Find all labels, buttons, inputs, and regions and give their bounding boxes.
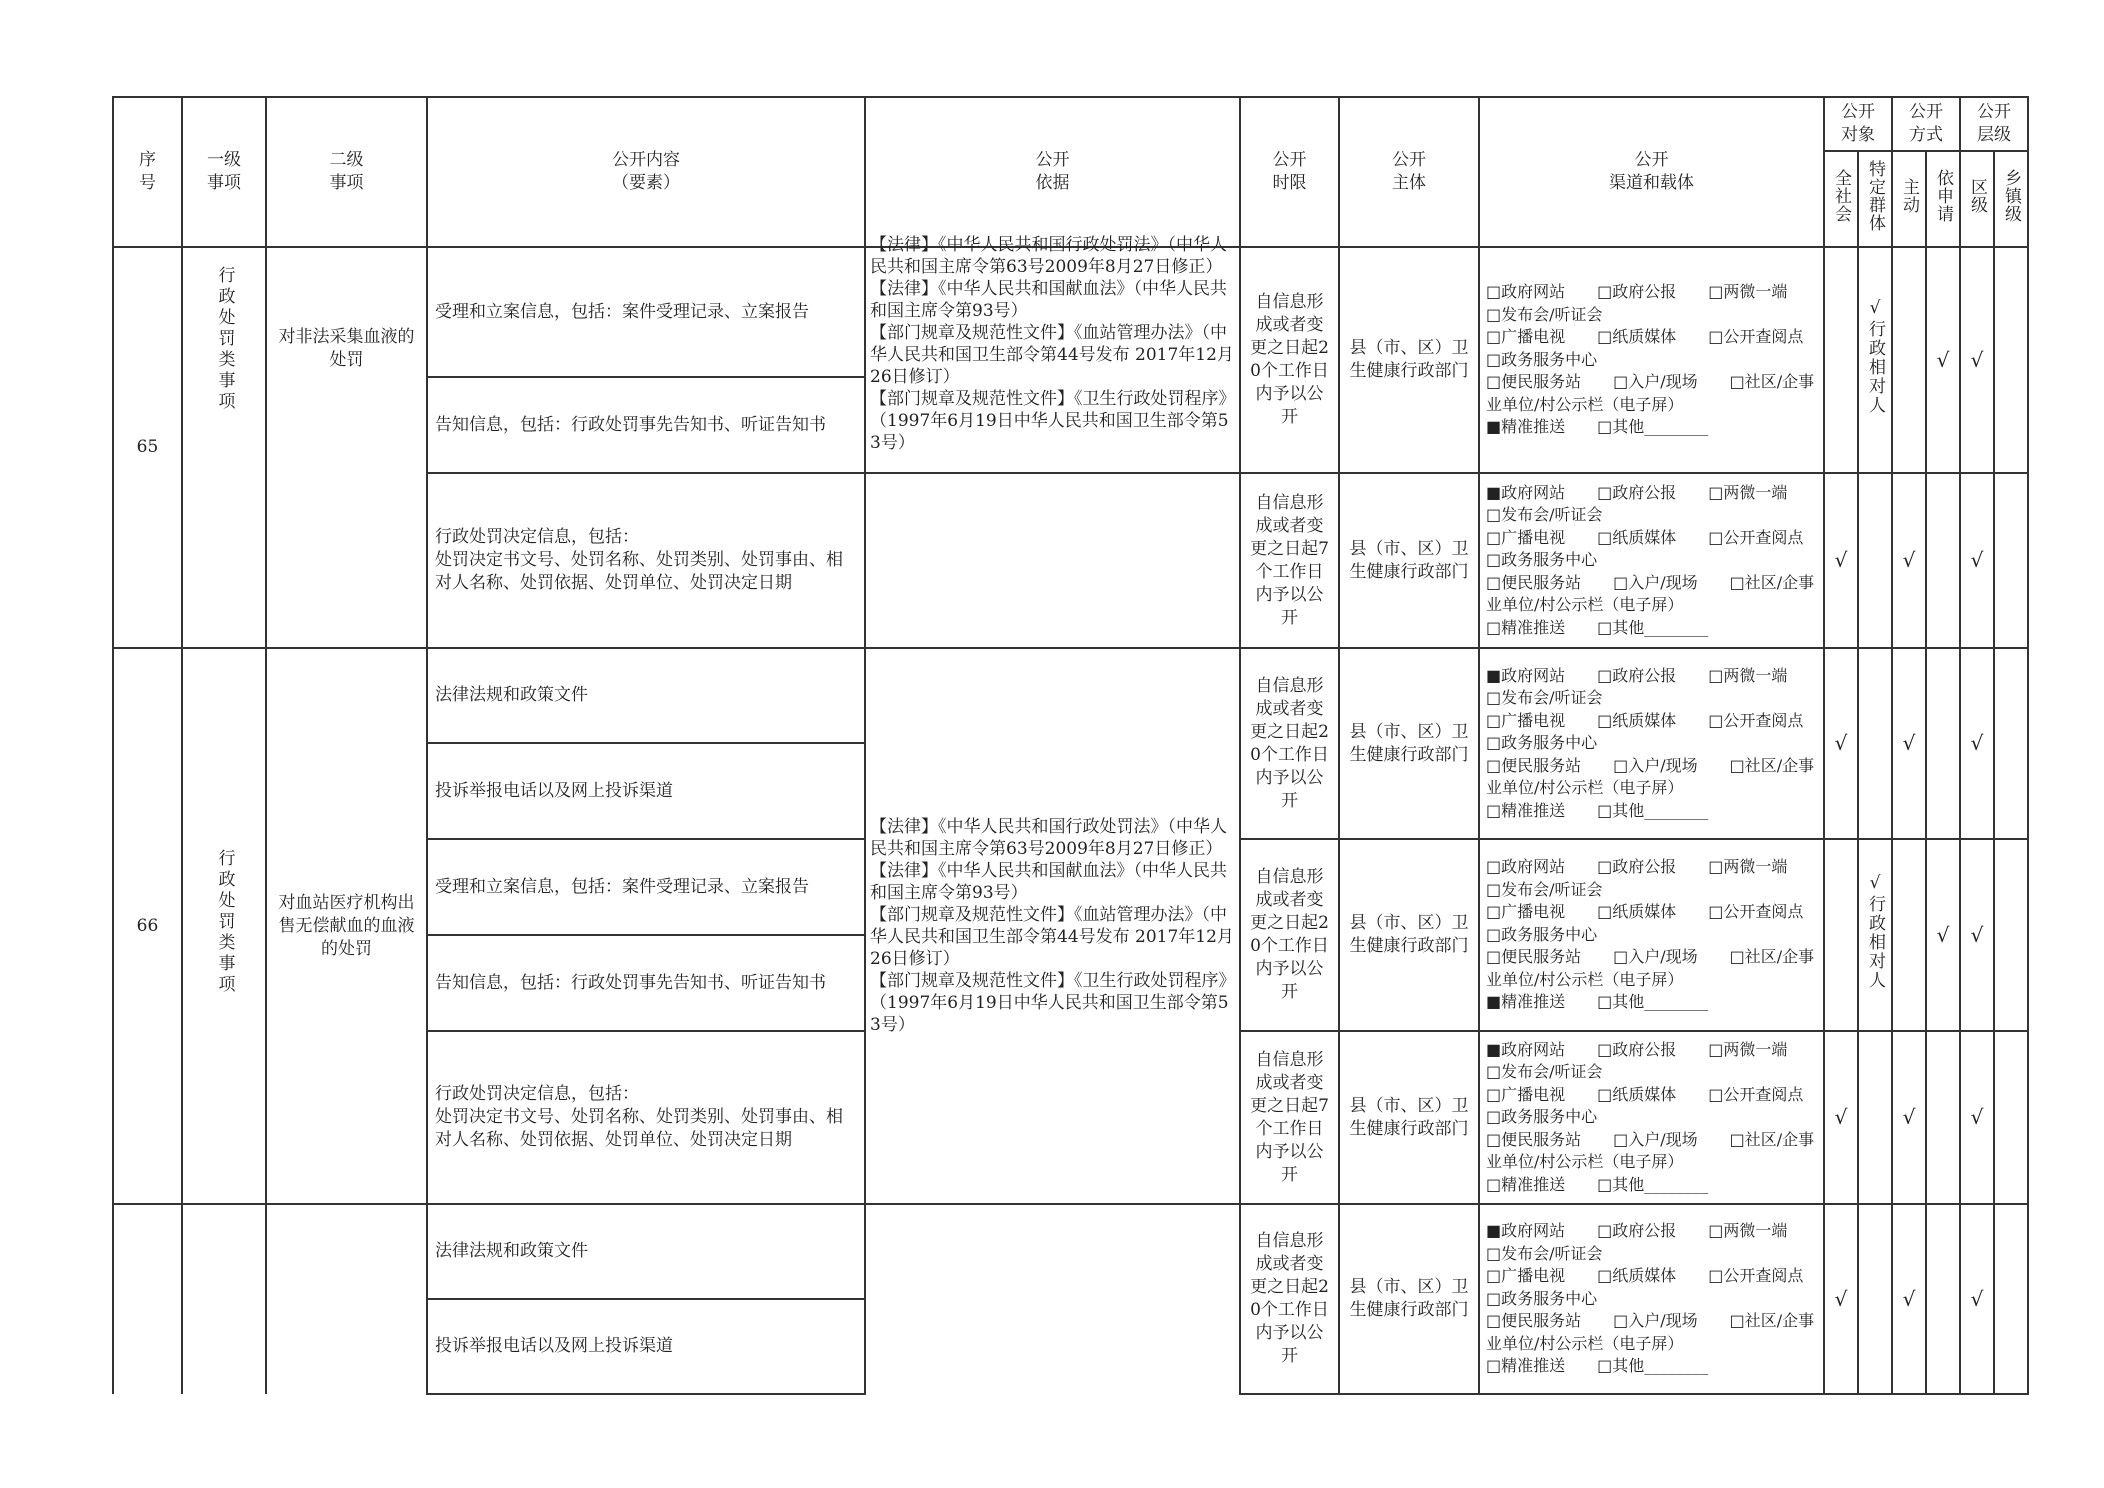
row65-subject: 县（市、区）卫生健康行政部门 xyxy=(1339,247,1479,473)
row66-seq: 66 xyxy=(113,648,182,1204)
row65-basis-text: 【法律】《中华人民共和国行政处罚法》（中华人民共和国主席令第63号2009年8月27日修正） 【法律】《中华人民共和国献血法》（中华人民共和国主席令第93号） 【部门规章及规范性文件】《血站管理办法》（中华人民共和国卫生部令第44号发布 2017年12月26日修订） 【部门规章及规范性文件】《卫生行政处罚程序》（1997年6月19日中华人民共和国卫生部令第53号） xyxy=(870,235,1234,453)
row65-time: 自信息形成或者变更之日起20个工作日内予以公开 xyxy=(1240,247,1339,473)
row66-basis xyxy=(865,648,1240,1204)
header-level2-line2: 事项 xyxy=(329,173,364,193)
header-level2-line1: 二级 xyxy=(329,150,364,170)
header-seq-line1: 序 xyxy=(139,150,156,170)
row66a-town xyxy=(1994,648,2028,839)
row65-town xyxy=(1994,247,2028,473)
row66-content-decision: 行政处罚决定信息，包括： 处罚决定书文号、处罚名称、处罚类别、处罚事由、相对人名称、处罚依据、处罚单位、处罚决定日期 xyxy=(427,1031,865,1204)
header-level1-line2: 事项 xyxy=(207,173,241,193)
row66-basis-text: 【法律】《中华人民共和国行政处罚法》（中华人民共和国主席令第63号2009年8月27日修正） 【法律】《中华人民共和国献血法》（中华人民共和国主席令第93号） 【部门规章及规范性文件】《血站管理办法》（中华人民共和国卫生部令第44号发布 2017年12月26日修订） 【部门规章及规范性文件】《卫生行政处罚程序》（1997年6月19日中华人民共和国卫生部令第53号） xyxy=(870,817,1234,1035)
row65-content-accept: 受理和立案信息，包括：案件受理记录、立案报告 xyxy=(427,247,865,377)
header-level-line2: 层级 xyxy=(1977,125,2011,145)
row66a-apply xyxy=(1926,648,1960,839)
header-sub-specific-text: 特定群体 xyxy=(1865,159,1885,232)
header-subject-line2: 主体 xyxy=(1392,173,1426,193)
row67-time: 自信息形成或者变更之日起20个工作日内予以公开 xyxy=(1240,1204,1339,1394)
row66b-district: √ xyxy=(1960,839,1994,1031)
header-obj-line2: 对象 xyxy=(1841,125,1875,145)
row65-specific-text: √行政相对人 xyxy=(1865,298,1885,415)
header-sub-apply xyxy=(1926,151,1960,247)
header-sub-active-text: 主动 xyxy=(1899,177,1919,214)
header-time xyxy=(1240,97,1339,247)
row66b-specific xyxy=(1858,839,1892,1031)
row67-level2 xyxy=(266,1204,427,1394)
row65b-active: √ xyxy=(1892,473,1926,648)
header-sub-town-text: 乡镇级 xyxy=(2001,168,2021,223)
header-content-line2: （要素） xyxy=(612,173,680,193)
header-level-group xyxy=(1960,97,2028,151)
row67-basis xyxy=(865,1204,1240,1394)
row66c-district: √ xyxy=(1960,1031,1994,1204)
row65b-specific xyxy=(1858,473,1892,648)
row65-active xyxy=(1892,247,1926,473)
row65-level1-text: 行政处罚类事项 xyxy=(214,266,235,413)
header-content xyxy=(427,97,865,247)
row67-all: √ xyxy=(1824,1204,1858,1394)
row66b-town xyxy=(1994,839,2028,1031)
row66b-apply: √ xyxy=(1926,839,1960,1031)
row65-basis xyxy=(865,235,1240,473)
header-sub-active xyxy=(1892,151,1926,247)
header-method-line1: 公开 xyxy=(1909,102,1943,122)
disclosure-table-page xyxy=(112,96,2029,1395)
header-seq xyxy=(113,97,182,247)
row66b-subject: 县（市、区）卫生健康行政部门 xyxy=(1339,839,1479,1031)
header-level1 xyxy=(182,97,266,247)
row65-level2-text: 对非法采集血液的处罚 xyxy=(278,327,415,370)
disclosure-table xyxy=(112,96,2029,1395)
header-sub-all-text: 全社会 xyxy=(1831,168,1851,223)
header-subject-line1: 公开 xyxy=(1392,150,1426,170)
header-channel-line2: 渠道和载体 xyxy=(1609,173,1694,193)
table-row xyxy=(113,648,2028,743)
row66c-channel xyxy=(1479,1031,1824,1204)
header-basis-line1: 公开 xyxy=(1035,150,1070,170)
row66a-active: √ xyxy=(1892,648,1926,839)
row65-channel xyxy=(1479,247,1824,473)
header-basis-line2: 依据 xyxy=(1035,173,1070,193)
header-time-line2: 时限 xyxy=(1272,173,1307,193)
row67-content-laws: 法律法规和政策文件 xyxy=(427,1204,865,1299)
header-level2 xyxy=(266,97,427,247)
header-seq-line2: 号 xyxy=(139,173,156,193)
row65-level2 xyxy=(266,247,427,648)
row66a-channel xyxy=(1479,648,1824,839)
header-sub-town xyxy=(1994,151,2028,247)
row66c-channel-text: ■政府网站 □政府公报 □两微一端 □发布会/听证会 □广播电视 □纸质媒体 □公开查阅点 □政务服务中心 □便民服务站 □入户/现场 □社区/企事业单位/村公示栏（电子屏） □精准推送 □其他________ xyxy=(1486,1039,1815,1194)
header-sub-all xyxy=(1824,151,1858,247)
row66-content-accept: 受理和立案信息，包括：案件受理记录、立案报告 xyxy=(427,839,865,935)
header-sub-district xyxy=(1960,151,1994,247)
row66c-all: √ xyxy=(1824,1031,1858,1204)
row65b-channel-text: ■政府网站 □政府公报 □两微一端 □发布会/听证会 □广播电视 □纸质媒体 □公开查阅点 □政务服务中心 □便民服务站 □入户/现场 □社区/企事业单位/村公示栏（电子屏） □精准推送 □其他________ xyxy=(1486,482,1815,637)
row66a-district: √ xyxy=(1960,648,1994,839)
header-basis xyxy=(865,97,1240,247)
row65b-district: √ xyxy=(1960,473,1994,648)
row65b-subject: 县（市、区）卫生健康行政部门 xyxy=(1339,473,1479,648)
row67-level1 xyxy=(182,1204,266,1394)
row66c-specific xyxy=(1858,1031,1892,1204)
row65-level1 xyxy=(182,247,266,648)
header-sub-district-text: 区级 xyxy=(1967,177,1987,214)
row67-channel-text: ■政府网站 □政府公报 □两微一端 □发布会/听证会 □广播电视 □纸质媒体 □公开查阅点 □政务服务中心 □便民服务站 □入户/现场 □社区/企事业单位/村公示栏（电子屏） □精准推送 □其他________ xyxy=(1486,1221,1815,1376)
header-sub-specific xyxy=(1858,151,1892,247)
row66-level2 xyxy=(266,648,427,1204)
row65-content-notice: 告知信息，包括：行政处罚事先告知书、听证告知书 xyxy=(427,377,865,473)
row66c-time: 自信息形成或者变更之日起7个工作日内予以公开 xyxy=(1240,1031,1339,1204)
row65b-time: 自信息形成或者变更之日起7个工作日内予以公开 xyxy=(1240,473,1339,648)
row66b-channel xyxy=(1479,839,1824,1031)
row66-content-complaint: 投诉举报电话以及网上投诉渠道 xyxy=(427,743,865,839)
row66-level2-text: 对血站医疗机构出售无偿献血的血液的处罚 xyxy=(278,892,415,959)
row65-district: √ xyxy=(1960,247,1994,473)
header-channel-line1: 公开 xyxy=(1634,150,1669,170)
row65b-town xyxy=(1994,473,2028,648)
table-row xyxy=(113,1204,2028,1299)
row66a-subject: 县（市、区）卫生健康行政部门 xyxy=(1339,648,1479,839)
row66a-all: √ xyxy=(1824,648,1858,839)
row66c-apply xyxy=(1926,1031,1960,1204)
header-level1-line1: 一级 xyxy=(207,150,241,170)
row67-subject: 县（市、区）卫生健康行政部门 xyxy=(1339,1204,1479,1394)
row65b-apply xyxy=(1926,473,1960,648)
row67-district: √ xyxy=(1960,1204,1994,1394)
header-method-line2: 方式 xyxy=(1909,125,1943,145)
row65-basis-cont xyxy=(865,473,1240,648)
header-time-line1: 公开 xyxy=(1272,150,1307,170)
row66b-specific-text: √行政相对人 xyxy=(1865,873,1885,990)
row66-content-laws: 法律法规和政策文件 xyxy=(427,648,865,743)
row65-all xyxy=(1824,247,1858,473)
row65-seq: 65 xyxy=(113,247,182,648)
header-obj-line1: 公开 xyxy=(1841,102,1875,122)
row67-town xyxy=(1994,1204,2028,1394)
header-level-line1: 公开 xyxy=(1977,102,2011,122)
row65-channel-text: □政府网站 □政府公报 □两微一端 □发布会/听证会 □广播电视 □纸质媒体 □公开查阅点 □政务服务中心 □便民服务站 □入户/现场 □社区/企事业单位/村公示栏（电子屏） ■精准推送 □其他________ xyxy=(1486,282,1815,437)
row67-channel xyxy=(1479,1204,1824,1394)
row66c-subject: 县（市、区）卫生健康行政部门 xyxy=(1339,1031,1479,1204)
row66c-active: √ xyxy=(1892,1031,1926,1204)
row66b-all xyxy=(1824,839,1858,1031)
header-content-line1: 公开内容 xyxy=(612,150,680,170)
row66a-time: 自信息形成或者变更之日起20个工作日内予以公开 xyxy=(1240,648,1339,839)
header-channel xyxy=(1479,97,1824,247)
row66-level1-text: 行政处罚类事项 xyxy=(214,849,235,996)
row66b-channel-text: □政府网站 □政府公报 □两微一端 □发布会/听证会 □广播电视 □纸质媒体 □公开查阅点 □政务服务中心 □便民服务站 □入户/现场 □社区/企事业单位/村公示栏（电子屏） ■精准推送 □其他________ xyxy=(1486,857,1815,1012)
row67-active: √ xyxy=(1892,1204,1926,1394)
row66a-specific xyxy=(1858,648,1892,839)
row66-content-notice: 告知信息，包括：行政处罚事先告知书、听证告知书 xyxy=(427,935,865,1031)
row65-specific xyxy=(1858,247,1892,473)
header-subject xyxy=(1339,97,1479,247)
header-method-group xyxy=(1892,97,1960,151)
row67-specific xyxy=(1858,1204,1892,1394)
row65-apply: √ xyxy=(1926,247,1960,473)
header-sub-apply-text: 依申请 xyxy=(1933,168,1953,223)
row67-content-complaint: 投诉举报电话以及网上投诉渠道 xyxy=(427,1299,865,1394)
header-obj-group xyxy=(1824,97,1892,151)
row65b-all: √ xyxy=(1824,473,1858,648)
row66a-channel-text: ■政府网站 □政府公报 □两微一端 □发布会/听证会 □广播电视 □纸质媒体 □公开查阅点 □政务服务中心 □便民服务站 □入户/现场 □社区/企事业单位/村公示栏（电子屏） □精准推送 □其他________ xyxy=(1486,665,1815,820)
row66b-active xyxy=(1892,839,1926,1031)
row66c-town xyxy=(1994,1031,2028,1204)
row65-content-decision: 行政处罚决定信息，包括： 处罚决定书文号、处罚名称、处罚类别、处罚事由、相对人名称、处罚依据、处罚单位、处罚决定日期 xyxy=(427,473,865,648)
row66-level1 xyxy=(182,648,266,1204)
table-row xyxy=(113,247,2028,377)
row67-seq xyxy=(113,1204,182,1394)
row66b-time: 自信息形成或者变更之日起20个工作日内予以公开 xyxy=(1240,839,1339,1031)
row65b-channel xyxy=(1479,473,1824,648)
row67-apply xyxy=(1926,1204,1960,1394)
